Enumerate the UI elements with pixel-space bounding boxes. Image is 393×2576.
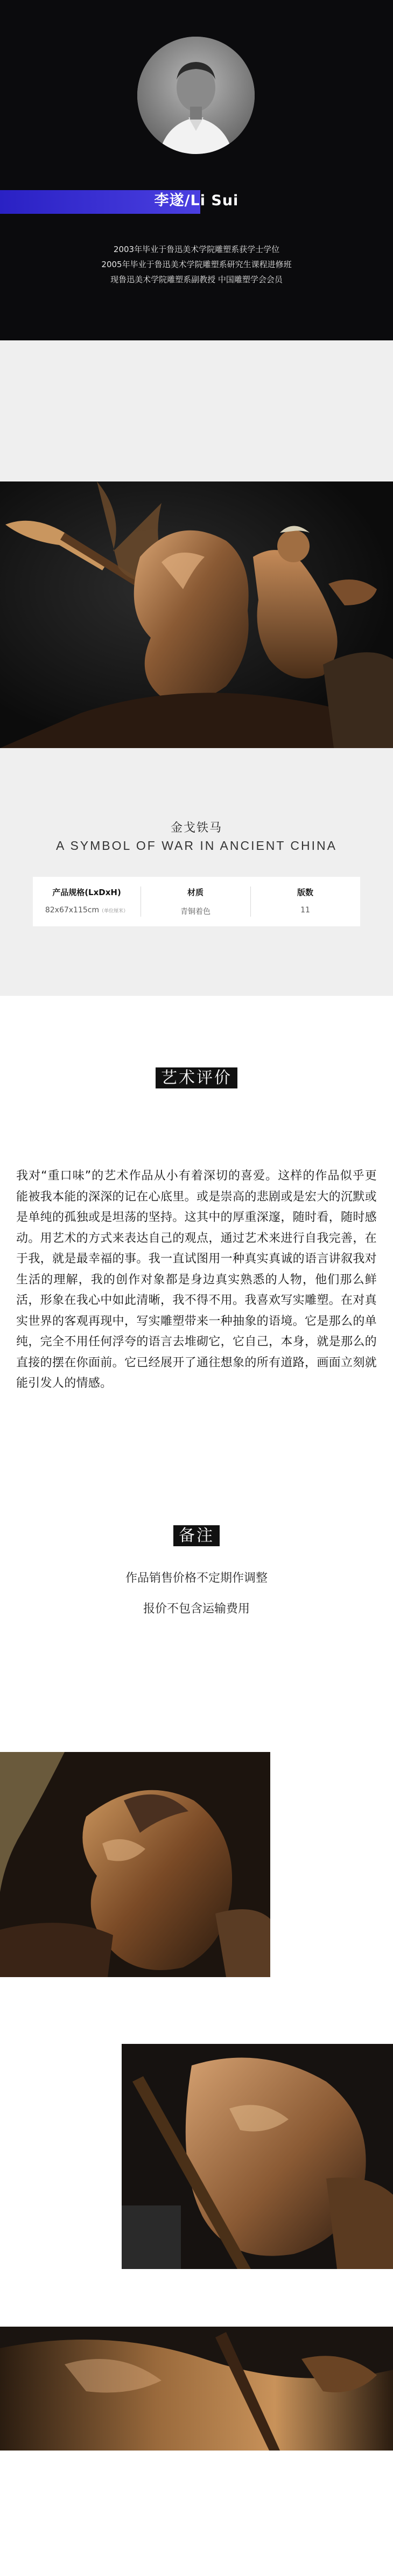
artist-name: 李遂/Li Sui [154, 192, 239, 209]
spec-size-label: 产品规格(LxDxH) [52, 888, 121, 897]
product-info-band [0, 748, 393, 996]
artwork-title-cn: 金戈铁马 [170, 821, 222, 835]
notes-heading: 备注 [173, 1525, 220, 1546]
spec-size [33, 877, 141, 926]
spec-material-value: 青铜着色 [180, 907, 210, 916]
detail-photo-battle [0, 2327, 393, 2451]
review-heading: 艺术评价 [156, 1067, 237, 1088]
spec-edition-label: 版数 [297, 888, 313, 897]
artist-bio-line: 2005年毕业于鲁迅美术学院雕塑系研究生课程进修班 [101, 260, 292, 269]
note-line: 作品销售价格不定期作调整 [125, 1572, 268, 1585]
artist-bio-line: 现鲁迅美术学院雕塑系副教授 中国雕塑学会会员 [110, 275, 283, 284]
spec-size-value [33, 906, 141, 914]
spec-edition [250, 877, 360, 926]
detail-photo-rider [122, 2044, 393, 2269]
spec-size-unit-note: （单位厘米） [99, 909, 129, 914]
sculpture-hero-image [0, 481, 393, 748]
spec-material [141, 877, 250, 926]
spec-material-label: 材质 [187, 888, 203, 897]
artist-portrait [137, 37, 255, 154]
review-body: 我对“重口味”的艺术作品从小有着深切的喜爱。这样的作品似乎更能被我本能的深深的记在心底里。或是崇高的悲剧或是宏大的沉默或是单纯的孤独或是坦荡的坚持。这其中的厚重深邃，随时看，随时感动。用艺术的方式来表达自己的观点，通过艺术来进行自我完善，在于我，就是最幸福的事。我一直试图用一种真实真诚的语言讲叙我对生活的理解，我的创作对象都是身边真实熟悉的人物，他们那么鲜活，形象在我心中如此清晰，我不得不用。我喜欢写实雕塑。在对真实世界的客观再现中，写实雕塑带来一种抽象的语境。它是那么的单纯，完全不用任何浮夸的语言去堆砌它，它自己，本身，就是那么的直接的摆在你面前。它已经展开了通往想象的所有道路，画面立刻就能引发人的情感。 [16, 1169, 377, 1390]
spec-edition-value: 11 [300, 906, 310, 914]
artist-bio-line: 2003年毕业于鲁迅美术学院雕塑系获学士学位 [113, 245, 280, 254]
notes-heading-wrap [0, 1524, 393, 1548]
specs-table [33, 877, 360, 926]
artwork-title-en: A SYMBOL OF WAR IN ANCIENT CHINA [56, 839, 337, 853]
review-heading-wrap [0, 1066, 393, 1090]
spacer-band [0, 340, 393, 481]
portrait-image [137, 37, 255, 154]
spec-size-number: 82x67x115cm [45, 906, 100, 914]
note-line: 报价不包含运输费用 [143, 1602, 250, 1616]
detail-photo-horse [0, 1752, 270, 1977]
